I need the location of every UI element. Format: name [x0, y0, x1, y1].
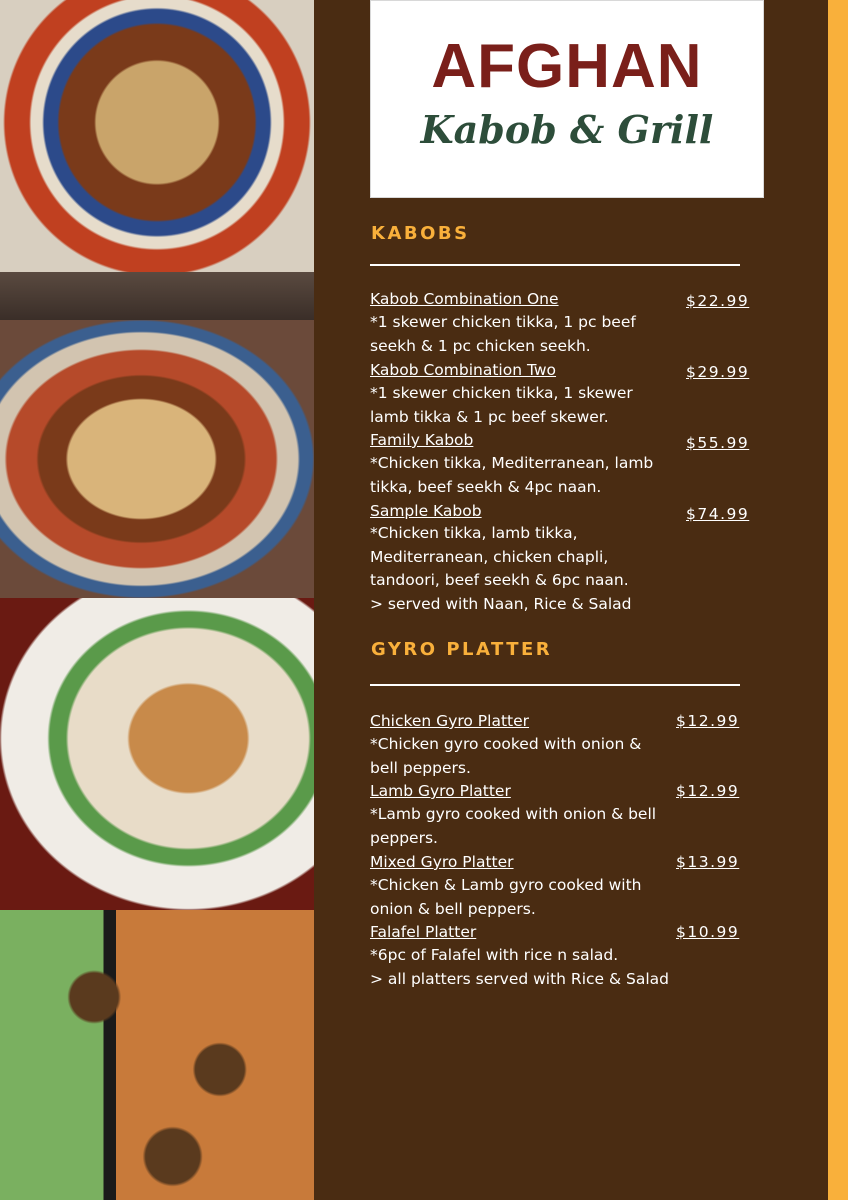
menu-item-name: Falafel Platter: [370, 923, 477, 941]
menu-item-description: *Chicken gyro cooked with onion & bell peppers.: [370, 735, 642, 777]
photo-falafel-platter: [0, 910, 314, 1200]
menu-item-price: $10.99: [676, 923, 740, 941]
menu-item-name: Mixed Gyro Platter: [370, 853, 514, 871]
menu-item-name: Family Kabob: [370, 431, 474, 449]
menu-item-description: *Chicken tikka, Mediterranean, lamb tikka, beef seekh & 4pc naan.: [370, 454, 654, 496]
photo-kabob-plate: [0, 0, 314, 272]
logo-sub-text: Kabob & Grill: [420, 107, 714, 152]
menu-item-description: *1 skewer chicken tikka, 1 skewer lamb tikka & 1 pc beef skewer.: [370, 384, 633, 426]
menu-item-name: Kabob Combination One: [370, 290, 559, 308]
restaurant-logo: [370, 0, 764, 198]
menu-item-name: Lamb Gyro Platter: [370, 782, 511, 800]
section-note: > served with Naan, Rice & Salad: [370, 595, 632, 613]
menu-item-price: $13.99: [676, 853, 740, 871]
photo-gyro-platter: [0, 598, 314, 910]
menu-item-price: $12.99: [676, 782, 740, 800]
menu-item-description: *Chicken tikka, lamb tikka, Mediterranean, chicken chapli, tandoori, beef seekh & 6pc naan.: [370, 524, 629, 589]
menu-item-price: $55.99: [686, 434, 750, 452]
menu-item-name: Sample Kabob: [370, 502, 482, 520]
logo-main-text: AFGHAN: [431, 32, 703, 101]
menu-item-description: *Lamb gyro cooked with onion & bell peppers.: [370, 805, 657, 847]
food-photo-column: [0, 0, 314, 1200]
section-title-gyro-platter: GYRO PLATTER: [371, 639, 553, 660]
menu-item-description: *Chicken & Lamb gyro cooked with onion & bell peppers.: [370, 876, 642, 918]
menu-item-price: $29.99: [686, 363, 750, 381]
photo-rice-kabob-plate: [0, 320, 314, 598]
menu-item-price: $22.99: [686, 292, 750, 310]
menu-item-name: Chicken Gyro Platter: [370, 712, 530, 730]
photo-divider: [0, 272, 314, 320]
menu-item-description: *6pc of Falafel with rice n salad.: [370, 946, 619, 964]
menu-item-name: Kabob Combination Two: [370, 361, 557, 379]
menu-item-description: *1 skewer chicken tikka, 1 pc beef seekh & 1 pc chicken seekh.: [370, 313, 636, 355]
section-title-kabobs: KABOBS: [371, 223, 470, 244]
section-divider: [370, 684, 740, 686]
menu-item-price: $74.99: [686, 505, 750, 523]
accent-stripe: [828, 0, 848, 1200]
section-note: > all platters served with Rice & Salad: [370, 970, 669, 988]
menu-item-price: $12.99: [676, 712, 740, 730]
section-divider: [370, 264, 740, 266]
